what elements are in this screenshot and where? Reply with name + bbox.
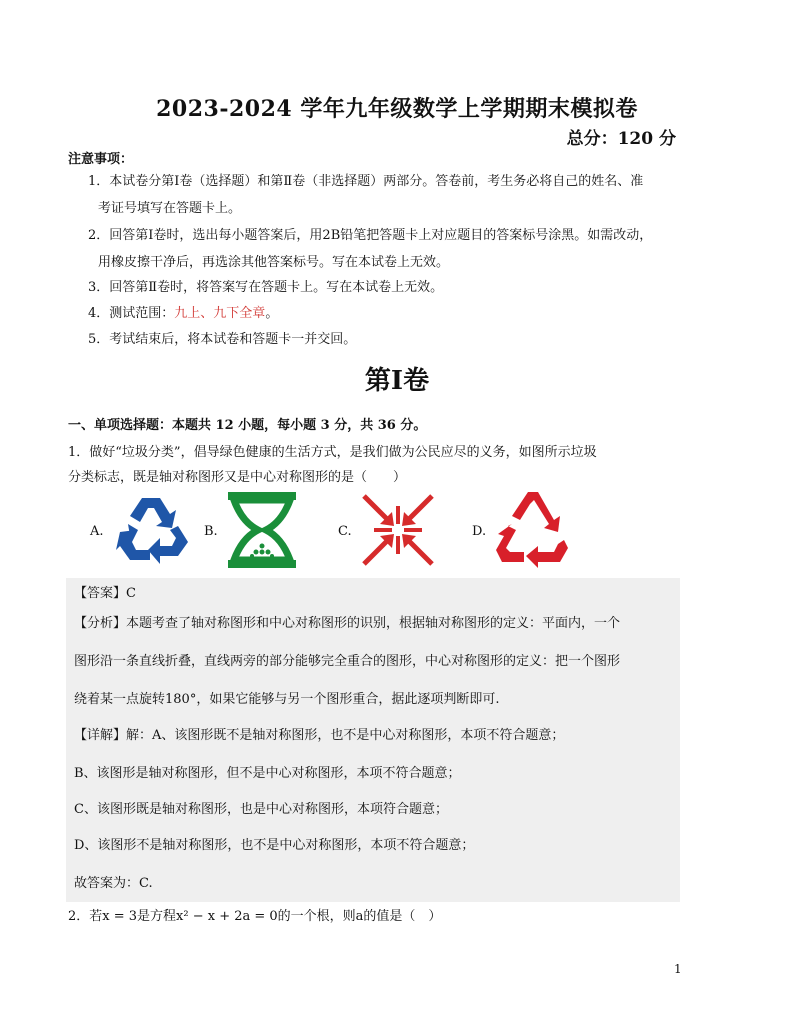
notice-item-5: 5．考试结束后，将本试卷和答题卡一并交回。 [88, 332, 357, 347]
option-d-label: D. [472, 524, 487, 539]
notice-item-3: 3．回答第Ⅱ卷时，将答案写在答题卡上。写在本试卷上无效。 [88, 280, 444, 295]
question-2: 2．若x = 3是方程x² − x + 2a = 0的一个根，则a的值是（ ） [68, 909, 442, 924]
detail-line-3: C、该图形既是轴对称图形，也是中心对称图形，本项符合题意； [74, 802, 448, 817]
hourglass-icon [226, 490, 298, 570]
test-scope-highlight: 九上、九下全章 [174, 306, 266, 321]
analysis-line-1: 【分析】本题考查了轴对称图形和中心对称图形的识别，根据轴对称图形的定义：平面内，一个 [74, 616, 621, 631]
page-number: 1 [674, 962, 682, 976]
detail-line-5: 故答案为：C. [74, 876, 153, 891]
option-a-label: A. [90, 524, 104, 539]
option-c-label: C. [338, 524, 352, 539]
option-b-label: B. [204, 524, 218, 539]
answer-line: 【答案】C [74, 586, 136, 601]
inward-arrows-icon [360, 492, 436, 568]
recycle-icon [112, 492, 194, 568]
question-1: 1．做好“垃圾分类”，倡导绿色健康的生活方式，是我们做为公民应尽的义务，如图所示垃圾 分类标志，既是轴对称图形又是中心对称图形的是（ ） [68, 445, 597, 485]
notice-item-4: 4．测试范围：九上、九下全章。 [88, 306, 279, 321]
page-title: 2023-2024 学年九年级数学上学期期末模拟卷 [156, 96, 638, 122]
analysis-line-2: 图形沿一条直线折叠，直线两旁的部分能够完全重合的图形，中心对称图形的定义：把一个图形 [74, 654, 621, 669]
detail-line-4: D、该图形不是轴对称图形，也不是中心对称图形，本项不符合题意； [74, 838, 475, 853]
detail-line-2: B、该图形是轴对称图形，但不是中心对称图形，本项不符合题意； [74, 766, 461, 781]
volume-title: 第Ⅰ卷 [364, 366, 430, 396]
triangle-arrows-icon [494, 490, 570, 568]
section-title: 一、单项选择题：本题共 12 小题，每小题 3 分，共 36 分。 [68, 418, 427, 433]
total-score: 总分：120 分 [566, 129, 676, 149]
analysis-line-3: 绕着某一点旋转180°，如果它能够与另一个图形重合，据此逐项判断即可. [74, 692, 500, 707]
detail-line-1: 【详解】解：A、该图形既不是轴对称图形，也不是中心对称图形，本项不符合题意； [74, 728, 565, 743]
notice-heading: 注意事项： [68, 152, 134, 167]
notice-item-1: 1．本试卷分第Ⅰ卷（选择题）和第Ⅱ卷（非选择题）两部分。答卷前，考生务必将自己的姓名、准 考证号填写在答题卡上。 [88, 174, 644, 216]
notice-item-2: 2．回答第Ⅰ卷时，选出每小题答案后，用2B铅笔把答题卡上对应题目的答案标号涂黑。如需改动， 用橡皮擦干净后，再选涂其他答案标号。写在本试卷上无效。 [88, 228, 653, 270]
